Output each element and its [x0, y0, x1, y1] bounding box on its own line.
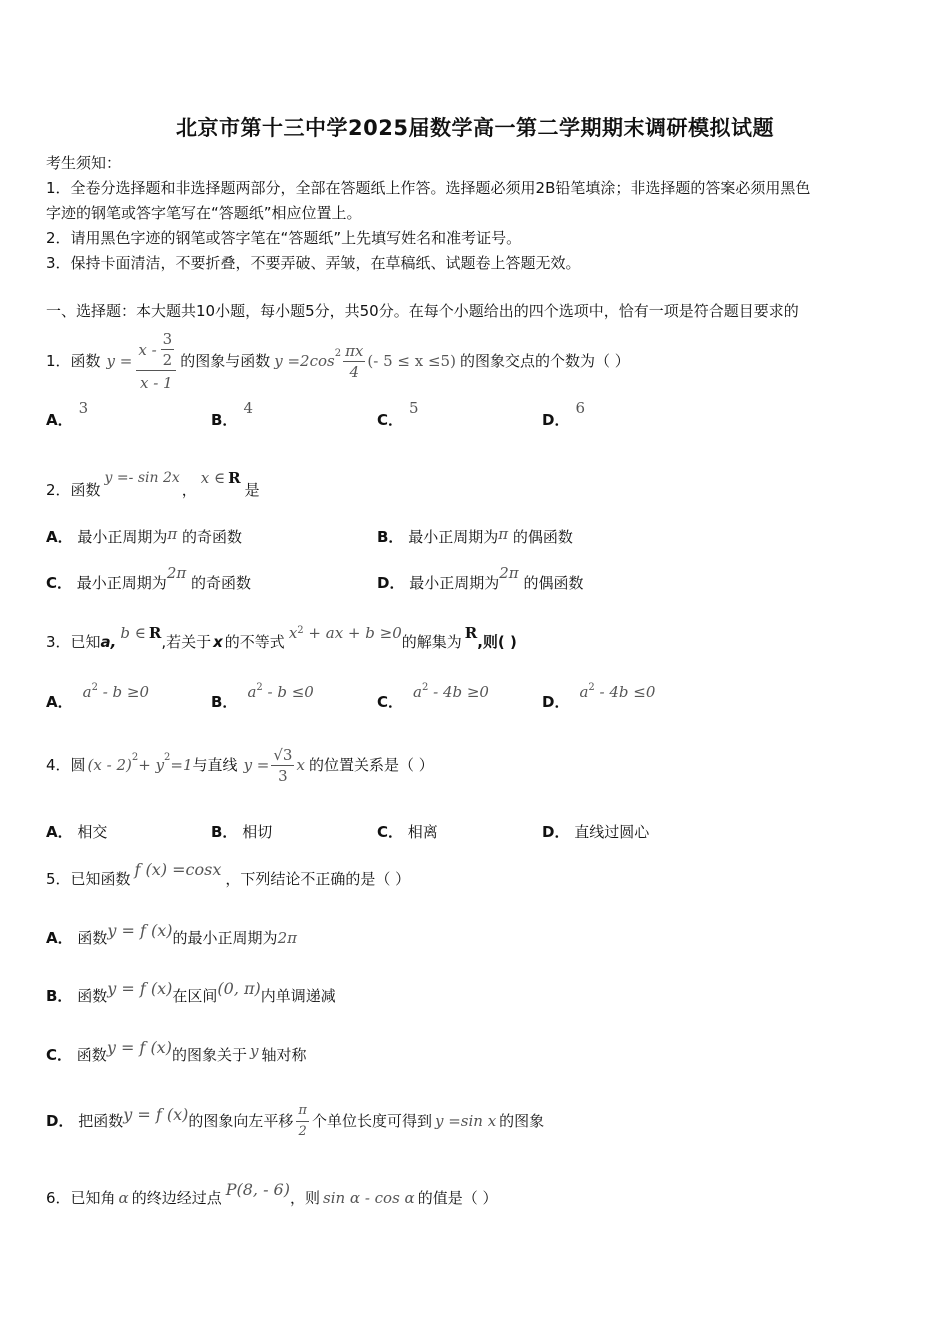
- question-text: 的不等式: [224, 633, 285, 651]
- fraction-denominator: 3: [278, 766, 288, 785]
- option-text: 函数: [76, 1046, 107, 1064]
- notice-item-2: 2．请用黑色字迹的钢笔或答字笔在“答题纸”上先填写姓名和准考证号。: [46, 229, 522, 247]
- option-text: 轴对称: [261, 1046, 307, 1064]
- reals-symbol: R: [148, 624, 162, 642]
- option-text: 相交: [77, 823, 108, 841]
- option-d[interactable]: [542, 822, 649, 842]
- fraction-denominator: x - 1: [139, 374, 173, 392]
- question-number: 1．函数: [46, 352, 101, 370]
- question-number: 6．已知角: [46, 1189, 116, 1207]
- option-c[interactable]: [46, 564, 252, 593]
- math-a: a: [82, 683, 92, 701]
- option-label: A．: [46, 929, 73, 947]
- notice-item-1-line-2: 字迹的钢笔或答字笔写在“答题纸”相应位置上。: [46, 204, 362, 222]
- option-label: C．: [46, 1046, 73, 1064]
- fraction-numerator: π: [296, 1101, 309, 1122]
- fraction-formula: [136, 329, 176, 393]
- question-text: ,则( ): [477, 633, 517, 651]
- reals-symbol: R: [464, 624, 478, 642]
- formula: f (x) =cosx: [134, 860, 222, 879]
- inner-denominator: 2: [162, 351, 173, 369]
- math-expression: - b ≤0: [262, 683, 314, 701]
- math-expression: y = f (x): [107, 921, 173, 940]
- option-d[interactable]: [542, 399, 585, 430]
- option-label: B．: [377, 528, 404, 546]
- question-text: 是: [244, 481, 260, 499]
- inner-numerator: 3: [162, 330, 173, 348]
- option-label: D．: [46, 1112, 74, 1130]
- option-text: 把函数: [78, 1112, 124, 1130]
- fraction-formula: [271, 745, 294, 786]
- option-value: 3: [78, 399, 89, 417]
- option-label: D．: [542, 411, 570, 429]
- option-text: 的图象关于: [171, 1046, 247, 1064]
- option-text: 的最小正周期为: [172, 929, 278, 947]
- notice-item-1-line-1: 1．全卷分选择题和非选择题两部分，全部在答题纸上作答。选择题必须用2B铅笔填涂；非选择题的答案必须用黑色: [46, 179, 811, 197]
- option-label: D．: [542, 823, 570, 841]
- option-b[interactable]: [211, 682, 314, 715]
- fraction-formula: [296, 1101, 309, 1142]
- circle-expression: + y: [138, 756, 165, 774]
- exponent: 2: [131, 752, 139, 763]
- math-a: a: [413, 683, 422, 701]
- question-text: 的图象交点的个数为（ ）: [459, 352, 630, 370]
- option-text: 相切: [242, 823, 273, 841]
- exponent: 2: [421, 682, 429, 693]
- math-x: x: [288, 624, 298, 642]
- option-text: 最小正周期为: [77, 528, 168, 546]
- question-2: [46, 470, 260, 500]
- math-expression: y = f (x): [123, 1105, 189, 1124]
- math-expression: sin α - cos α: [323, 1189, 415, 1207]
- question-text: ,若关于: [161, 633, 212, 651]
- page-title: 北京市第十三中学2025届数学高一第二学期期末调研模拟试题: [176, 116, 774, 140]
- math-expression: - 4b ≤0: [594, 683, 656, 701]
- exponent: 2: [588, 682, 595, 693]
- option-label: C．: [377, 823, 404, 841]
- option-label: B．: [46, 987, 73, 1005]
- option-label: A．: [46, 823, 73, 841]
- math-expression: y = f (x): [107, 979, 173, 998]
- question-text: 与直线: [192, 756, 238, 774]
- option-text: 的图象向左平移: [188, 1112, 294, 1130]
- fraction-formula: [343, 341, 365, 382]
- option-c[interactable]: [377, 682, 489, 715]
- math-expression: - 4b ≥0: [428, 683, 489, 701]
- option-text: 函数: [77, 987, 108, 1005]
- option-c[interactable]: [377, 822, 438, 842]
- math-a: a: [579, 683, 589, 701]
- option-label: C．: [377, 411, 404, 429]
- option-label: D．: [377, 574, 405, 592]
- option-b[interactable]: [211, 399, 253, 430]
- option-value: 5: [409, 399, 419, 417]
- variable-a: a,: [100, 633, 117, 651]
- question-text: ，下列结论不正确的是（ ）: [225, 870, 411, 888]
- option-text: 的偶函数: [512, 528, 573, 546]
- option-b[interactable]: [211, 822, 272, 842]
- option-label: A．: [46, 411, 73, 429]
- punctuation: ，: [181, 481, 197, 499]
- question-number: 2．函数: [46, 481, 101, 499]
- option-text: 直线过圆心: [574, 823, 650, 841]
- option-a[interactable]: [46, 527, 242, 547]
- question-text: 的值是（ ）: [417, 1189, 498, 1207]
- math-expression: - b ≥0: [97, 683, 150, 701]
- option-text: 相离: [407, 823, 438, 841]
- range-expression: (- 5 ≤ x ≤5): [367, 352, 456, 370]
- math-b-in: b ∈: [120, 624, 146, 642]
- exponent: 2: [91, 682, 98, 693]
- option-a[interactable]: [46, 399, 89, 430]
- fraction-numerator: πx: [345, 341, 364, 360]
- circle-expression: (x - 2): [87, 756, 132, 774]
- option-b[interactable]: [46, 979, 336, 1006]
- math-2pi: 2π: [277, 929, 297, 947]
- option-text: 的奇函数: [191, 574, 252, 592]
- question-text: 的图象与函数: [180, 352, 271, 370]
- exponent: 2: [297, 625, 304, 636]
- math-alpha: α: [118, 1189, 129, 1207]
- formula: y =- sin 2x: [104, 470, 180, 486]
- question-3: [46, 624, 517, 655]
- option-label: B．: [211, 693, 238, 711]
- notice-heading: 考生须知：: [46, 154, 122, 172]
- question-number: 4．圆: [46, 756, 86, 774]
- math-pi: π: [167, 525, 178, 543]
- option-value: 4: [243, 399, 253, 417]
- option-label: B．: [211, 823, 238, 841]
- inequality-expression: + ax + b ≥0: [303, 624, 402, 642]
- math-2pi: 2π: [499, 564, 519, 582]
- question-1: [46, 326, 630, 396]
- option-text: 最小正周期为: [408, 528, 499, 546]
- math-pi: π: [498, 525, 509, 543]
- math-expression: y =sin x: [434, 1112, 497, 1130]
- option-text: 最小正周期为: [409, 574, 500, 592]
- option-text: 的偶函数: [523, 574, 584, 592]
- fraction-denominator: 2: [298, 1123, 307, 1139]
- math-a: a: [247, 683, 257, 701]
- exponent: 2: [256, 682, 263, 693]
- option-label: A．: [46, 693, 73, 711]
- question-text: 的位置关系是（ ）: [308, 756, 434, 774]
- fraction-numerator: √3: [273, 745, 293, 764]
- question-4: [46, 738, 434, 792]
- option-value: 6: [575, 399, 585, 417]
- math-x: x: [296, 756, 305, 774]
- option-label: D．: [542, 693, 570, 711]
- question-5: [46, 860, 411, 889]
- fraction-denominator: 4: [349, 362, 360, 381]
- option-text: 的奇函数: [182, 528, 243, 546]
- math-2pi: 2π: [166, 564, 187, 582]
- question-text: 的终边经过点: [131, 1189, 222, 1207]
- option-a[interactable]: [46, 921, 297, 948]
- option-a[interactable]: [46, 822, 107, 842]
- formula-lhs: y =2cos: [274, 352, 335, 370]
- circle-expression: =1: [170, 756, 193, 774]
- question-text: ，则: [289, 1189, 320, 1207]
- option-label: C．: [46, 574, 73, 592]
- option-text: 最小正周期为: [76, 574, 167, 592]
- option-label: B．: [211, 411, 238, 429]
- point-expression: P(8, - 6): [225, 1180, 290, 1199]
- question-text: 的解集为: [401, 633, 462, 651]
- domain-expression: x ∈: [200, 469, 226, 487]
- variable-x: x: [213, 633, 223, 651]
- question-6: [46, 1180, 498, 1208]
- question-number: 3．已知: [46, 633, 101, 651]
- interval-expression: (0, π): [217, 979, 261, 998]
- option-text: 在区间: [172, 987, 218, 1005]
- option-text: 函数: [77, 929, 108, 947]
- fraction-numerator: x -: [138, 340, 157, 359]
- option-c[interactable]: [46, 1038, 307, 1065]
- notice-item-3: 3．保持卡面清洁，不要折叠，不要弄破、弄皱，在草稿纸、试题卷上答题无效。: [46, 254, 581, 272]
- exponent: 2: [334, 348, 342, 359]
- option-label: C．: [377, 693, 404, 711]
- section-heading: 一、选择题：本大题共10小题，每小题5分，共50分。在每个小题给出的四个选项中，恰有一项是符合题目要求的: [46, 302, 799, 320]
- option-d[interactable]: [46, 1096, 544, 1146]
- math-expression: y = f (x): [106, 1038, 172, 1057]
- option-c[interactable]: [377, 399, 419, 430]
- option-text: 内单调递减: [260, 987, 336, 1005]
- question-number: 5．已知函数: [46, 870, 131, 888]
- line-lhs: y =: [243, 756, 270, 774]
- option-text: 的图象: [499, 1112, 545, 1130]
- option-b[interactable]: [377, 527, 573, 547]
- option-d[interactable]: [377, 564, 584, 593]
- exponent: 2: [164, 752, 171, 763]
- option-label: A．: [46, 528, 73, 546]
- option-text: 个单位长度可得到: [311, 1112, 432, 1130]
- reals-symbol: R: [228, 469, 241, 487]
- formula-y: y =: [106, 352, 133, 370]
- math-y: y: [249, 1042, 259, 1060]
